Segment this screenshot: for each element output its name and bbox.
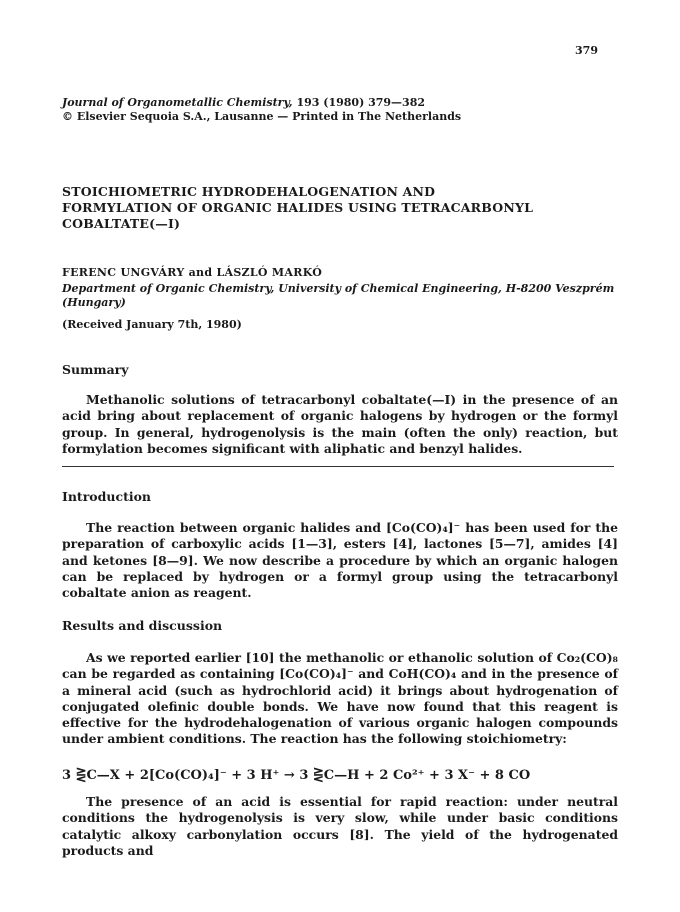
results-heading: Results and discussion bbox=[62, 618, 223, 633]
affiliation bbox=[62, 282, 622, 310]
journal-header bbox=[62, 96, 461, 124]
authors: FERENC UNGVÁRY and LÁSZLÓ MARKÓ bbox=[62, 266, 323, 279]
summary-text: Methanolic solutions of tetracarbonyl cobaltate(—I) in the presence of an acid bring about replacement of organic halogens by hydrogen or the formyl group. In general, hydrogenolysis is the main (often the only) reaction, but formylation becomes significant with aliphatic and benzyl halides. bbox=[62, 392, 618, 456]
title-line: FORMYLATION OF ORGANIC HALIDES USING TETRACARBONYL bbox=[62, 200, 534, 215]
summary-text-block bbox=[62, 392, 618, 457]
journal-name: Journal of Organometallic Chemistry, bbox=[62, 96, 293, 109]
stoichiometry-equation: 3 ⋛C—X + 2[Co(CO)₄]⁻ + 3 H⁺ → 3 ⋛C—H + 2 Co²⁺ + 3 X⁻ + 8 CO bbox=[62, 768, 531, 783]
introduction-heading: Introduction bbox=[62, 489, 152, 504]
title-line: STOICHIOMETRIC HYDRODEHALOGENATION AND bbox=[62, 184, 436, 199]
affiliation-line: (Hungary) bbox=[62, 296, 126, 309]
received-date: (Received January 7th, 1980) bbox=[62, 318, 242, 331]
introduction-text: The reaction between organic halides and [Co(CO)₄]⁻ has been used for the preparation of carboxylic acids [1—3], esters [4], lactones [5—7], amides [4] and ketones [8—9]. We now describe a procedure by which an organic halogen can be replaced by hydrogen or a formyl group using the tetracarbonyl cobaltate anion as reagent. bbox=[62, 520, 618, 601]
publisher-line: © Elsevier Sequoia S.A., Lausanne — Printed in The Netherlands bbox=[62, 110, 462, 123]
results-paragraph-1-block bbox=[62, 650, 618, 748]
journal-volume: 193 (1980) 379—382 bbox=[292, 96, 426, 109]
page-number: 379 bbox=[575, 44, 598, 57]
article-title bbox=[62, 184, 622, 232]
results-paragraph-1: As we reported earlier [10] the methanolic or ethanolic solution of Co₂(CO)₈ can be regarded as containing [Co(CO)₄]⁻ and CoH(CO)₄ and in the presence of a mineral acid (such as hydrochlorid acid) it brings about hydrogenation of conjugated olefinic double bonds. We have now found that this reagent is effective for the hydrodehalogenation of various organic halogen compounds under ambient conditions. The reaction has the following stoichiometry: bbox=[62, 650, 618, 747]
summary-heading: Summary bbox=[62, 362, 129, 377]
summary-divider bbox=[62, 466, 614, 467]
results-paragraph-2: The presence of an acid is essential for rapid reaction: under neutral conditions the hydrogenolysis is very slow, while under basic conditions catalytic alkoxy carbonylation occurs [8]. The yield of the hydrogenated products and bbox=[62, 794, 618, 858]
journal-citation bbox=[62, 96, 461, 110]
affiliation-line: Department of Organic Chemistry, University of Chemical Engineering, H-8200 Veszprém bbox=[62, 282, 615, 295]
title-line: COBALTATE(—I) bbox=[62, 216, 181, 231]
results-paragraph-2-block bbox=[62, 794, 618, 859]
introduction-text-block bbox=[62, 520, 618, 601]
